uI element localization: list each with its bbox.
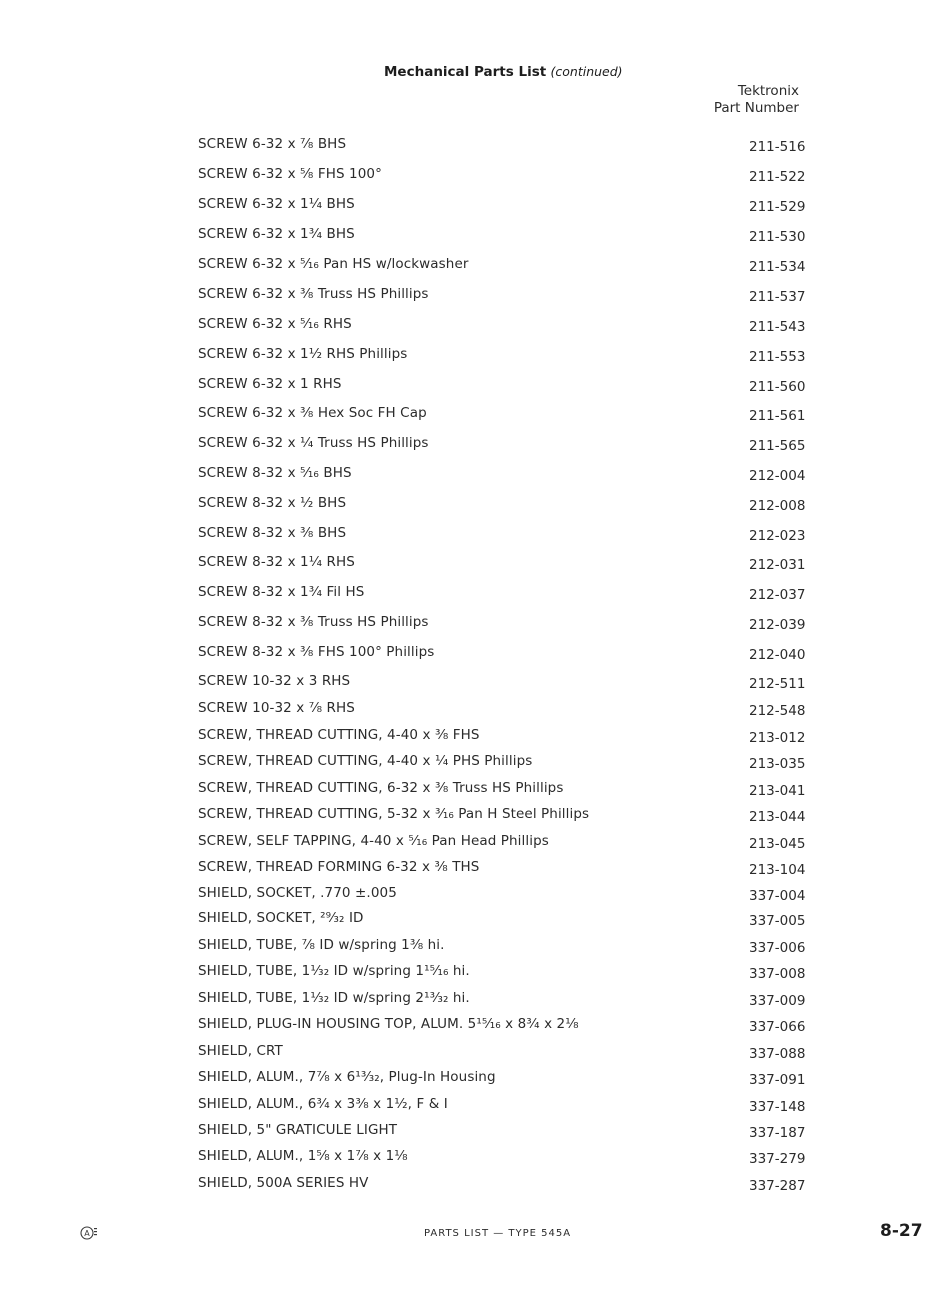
table-row	[0, 256, 950, 276]
table-row	[0, 614, 950, 634]
page-title-continued: (continued)	[550, 64, 623, 79]
part-description: SCREW 8-32 x ³⁄₈ FHS 100° Phillips	[198, 644, 435, 660]
part-number: 212-040	[749, 647, 806, 663]
part-description: SCREW 6-32 x 1¹⁄₂ RHS Phillips	[198, 346, 408, 362]
table-row	[0, 673, 950, 693]
part-description: SHIELD, ALUM., 6³⁄₄ x 3³⁄₈ x 1¹⁄₂, F & I	[198, 1096, 448, 1112]
part-number: 211-537	[749, 289, 806, 305]
column-heading-line2: Part Number	[713, 100, 799, 116]
page-title-main: Mechanical Parts List	[384, 64, 547, 80]
table-row	[0, 990, 950, 1010]
part-description: SCREW, THREAD CUTTING, 5-32 x ³⁄₁₆ Pan H Steel Phillips	[198, 806, 590, 822]
part-description: SCREW, THREAD CUTTING, 4-40 x ³⁄₈ FHS	[198, 727, 480, 743]
part-number: 211-560	[749, 379, 806, 395]
part-number: 337-005	[749, 913, 806, 929]
part-number: 337-091	[749, 1072, 806, 1088]
table-row	[0, 1122, 950, 1142]
part-description: SHIELD, CRT	[198, 1043, 283, 1059]
part-number: 211-561	[749, 408, 806, 424]
table-row	[0, 495, 950, 515]
part-number: 337-009	[749, 993, 806, 1009]
part-number: 337-148	[749, 1099, 806, 1115]
part-description: SCREW 6-32 x ³⁄₈ Truss HS Phillips	[198, 286, 429, 302]
table-row	[0, 833, 950, 853]
part-number: 337-004	[749, 888, 806, 904]
table-row	[0, 963, 950, 983]
part-number: 212-039	[749, 617, 806, 633]
table-row	[0, 166, 950, 186]
table-row	[0, 465, 950, 485]
part-description: SCREW 6-32 x ¹⁄₄ Truss HS Phillips	[198, 435, 429, 451]
table-row	[0, 196, 950, 216]
part-description: SHIELD, 500A SERIES HV	[198, 1175, 369, 1191]
part-number: 337-006	[749, 940, 806, 956]
part-number: 213-012	[749, 730, 806, 746]
table-row	[0, 780, 950, 800]
part-number: 211-516	[749, 139, 806, 155]
part-description: SHIELD, 5" GRATICULE LIGHT	[198, 1122, 398, 1138]
part-number: 337-287	[749, 1178, 806, 1194]
table-row	[0, 727, 950, 747]
table-row	[0, 346, 950, 366]
part-number: 213-104	[749, 862, 806, 878]
table-row	[0, 1043, 950, 1063]
part-description: SCREW 8-32 x ¹⁄₂ BHS	[198, 495, 347, 511]
part-description: SCREW 10-32 x ⁷⁄₈ RHS	[198, 700, 355, 716]
part-description: SCREW, THREAD CUTTING, 4-40 x ¹⁄₄ PHS Phillips	[198, 753, 533, 769]
part-description: SHIELD, ALUM., 1⁵⁄₈ x 1⁷⁄₈ x 1¹⁄₈	[198, 1148, 408, 1164]
part-description: SHIELD, PLUG-IN HOUSING TOP, ALUM. 5¹⁵⁄₁₆ x 8³⁄₄ x 2¹⁄₈	[198, 1016, 579, 1032]
page-number: 8-27	[880, 1221, 923, 1241]
part-description: SHIELD, TUBE, 1¹⁄₃₂ ID w/spring 2¹³⁄₃₂ hi.	[198, 990, 470, 1006]
part-description: SCREW 6-32 x 1³⁄₄ BHS	[198, 226, 355, 242]
part-number: 213-045	[749, 836, 806, 852]
part-number: 212-037	[749, 587, 806, 603]
part-number: 337-088	[749, 1046, 806, 1062]
tektronix-logo-icon	[80, 1225, 98, 1241]
table-row	[0, 1175, 950, 1195]
part-description: SHIELD, TUBE, ⁷⁄₈ ID w/spring 1³⁄₈ hi.	[198, 937, 445, 953]
part-number: 212-004	[749, 468, 806, 484]
part-description: SCREW 6-32 x ⁵⁄₈ FHS 100°	[198, 166, 382, 182]
table-row	[0, 554, 950, 574]
part-description: SCREW 6-32 x ⁵⁄₁₆ RHS	[198, 316, 352, 332]
table-row	[0, 644, 950, 664]
part-description: SCREW, THREAD CUTTING, 6-32 x ³⁄₈ Truss HS Phillips	[198, 780, 564, 796]
part-description: SHIELD, SOCKET, ²⁹⁄₃₂ ID	[198, 910, 364, 926]
part-description: SCREW 8-32 x ⁵⁄₁₆ BHS	[198, 465, 352, 481]
part-description: SCREW, SELF TAPPING, 4-40 x ⁵⁄₁₆ Pan Head Phillips	[198, 833, 549, 849]
table-row	[0, 859, 950, 879]
part-number: 211-522	[749, 169, 806, 185]
table-row	[0, 700, 950, 720]
part-number: 212-023	[749, 528, 806, 544]
part-description: SHIELD, ALUM., 7⁷⁄₈ x 6¹³⁄₃₂, Plug-In Housing	[198, 1069, 496, 1085]
table-row	[0, 226, 950, 246]
part-description: SCREW 6-32 x 1 RHS	[198, 376, 342, 392]
part-description: SCREW 10-32 x 3 RHS	[198, 673, 351, 689]
part-description: SCREW 6-32 x ³⁄₈ Hex Soc FH Cap	[198, 405, 427, 421]
part-number: 211-534	[749, 259, 806, 275]
part-description: SHIELD, SOCKET, .770 ±.005	[198, 885, 397, 901]
part-number: 211-543	[749, 319, 806, 335]
part-number: 213-035	[749, 756, 806, 772]
table-row	[0, 806, 950, 826]
table-row	[0, 1016, 950, 1036]
part-number: 212-511	[749, 676, 806, 692]
table-row	[0, 136, 950, 156]
table-row	[0, 286, 950, 306]
part-description: SCREW, THREAD FORMING 6-32 x ³⁄₈ THS	[198, 859, 480, 875]
part-description: SCREW 6-32 x 1¹⁄₄ BHS	[198, 196, 355, 212]
part-description: SCREW 6-32 x ⁵⁄₁₆ Pan HS w/lockwasher	[198, 256, 469, 272]
table-row	[0, 376, 950, 396]
part-description: SCREW 8-32 x 1¹⁄₄ RHS	[198, 554, 355, 570]
part-number: 213-044	[749, 809, 806, 825]
part-description: SCREW 6-32 x ⁷⁄₈ BHS	[198, 136, 347, 152]
part-description: SCREW 8-32 x ³⁄₈ BHS	[198, 525, 347, 541]
table-row	[0, 910, 950, 930]
part-number: 337-279	[749, 1151, 806, 1167]
table-row	[0, 435, 950, 455]
part-number: 212-548	[749, 703, 806, 719]
part-number: 337-066	[749, 1019, 806, 1035]
footer-text: PARTS LIST — TYPE 545A	[424, 1228, 572, 1239]
table-row	[0, 1069, 950, 1089]
part-number: 211-530	[749, 229, 806, 245]
part-number: 211-553	[749, 349, 806, 365]
table-row	[0, 1148, 950, 1168]
part-number: 211-529	[749, 199, 806, 215]
table-row	[0, 753, 950, 773]
part-number: 212-031	[749, 557, 806, 573]
svg-text:A: A	[84, 1229, 90, 1238]
table-row	[0, 584, 950, 604]
table-row	[0, 525, 950, 545]
table-row	[0, 1096, 950, 1116]
part-number: 211-565	[749, 438, 806, 454]
part-number: 337-187	[749, 1125, 806, 1141]
table-row	[0, 885, 950, 905]
part-description: SHIELD, TUBE, 1¹⁄₃₂ ID w/spring 1¹⁵⁄₁₆ hi.	[198, 963, 470, 979]
part-description: SCREW 8-32 x ³⁄₈ Truss HS Phillips	[198, 614, 429, 630]
part-number: 213-041	[749, 783, 806, 799]
table-row	[0, 405, 950, 425]
table-row	[0, 316, 950, 336]
part-number: 337-008	[749, 966, 806, 982]
column-heading-line1: Tektronix	[737, 83, 799, 99]
part-number: 212-008	[749, 498, 806, 514]
part-description: SCREW 8-32 x 1³⁄₄ Fil HS	[198, 584, 365, 600]
table-row	[0, 937, 950, 957]
